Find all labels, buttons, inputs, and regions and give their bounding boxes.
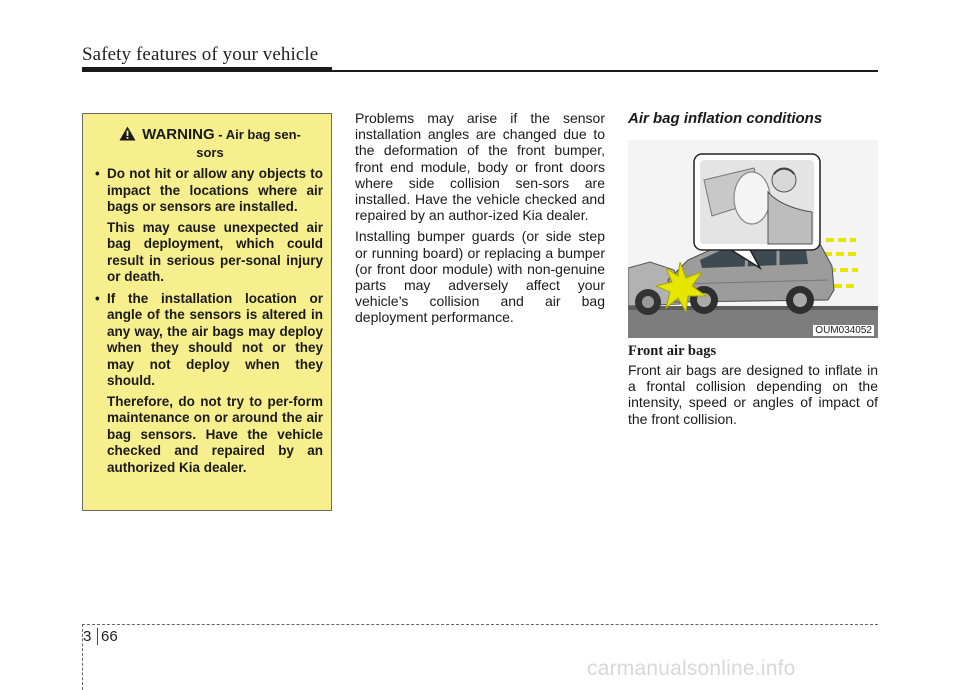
collision-illustration-svg bbox=[628, 140, 878, 338]
bullet-marker: • bbox=[95, 166, 100, 181]
middle-paragraph-1: Problems may arise if the sensor installation angles are changed due to the deformation of the front bumper, front end module, body or front doors where side collision sen-sors are installed. Have the vehicle checked and repaired by an author-ized Kia dealer. bbox=[355, 110, 605, 224]
front-airbags-subheading: Front air bags bbox=[628, 343, 717, 359]
warning-item-1-para-1: Do not hit or allow any objects to impact the locations where air bags or sensors are installed. bbox=[107, 166, 323, 214]
middle-paragraph-2: Installing bumper guards (or side step or running board) or replacing a bumper (or front door module) with non-genuine parts may adversely affect your vehicle’s collision and air bag deployment performance. bbox=[355, 228, 605, 326]
warning-triangle-icon bbox=[119, 126, 136, 145]
warning-box bbox=[82, 113, 332, 511]
warning-item-2 bbox=[97, 291, 323, 477]
right-column bbox=[628, 110, 878, 128]
image-code-label: OUM034052 bbox=[815, 325, 872, 336]
watermark: carmanualsonline.info bbox=[587, 657, 796, 680]
section-heading: Air bag inflation conditions bbox=[628, 110, 823, 127]
footer-separator bbox=[97, 628, 98, 645]
footer-dashed-rule bbox=[82, 624, 878, 625]
warning-item-2-para-1: If the installation location or angle of the sensors is altered in any way, the air bags may deploy when they should not or they may not deploy when they should. bbox=[107, 290, 323, 388]
collision-illustration bbox=[628, 140, 878, 338]
footer-chapter-number: 3 bbox=[83, 628, 92, 645]
header-rule-thin bbox=[332, 70, 878, 72]
warning-item-1 bbox=[97, 166, 323, 286]
warning-heading bbox=[97, 126, 323, 161]
warning-word: WARNING bbox=[142, 126, 215, 143]
header-rule-thick bbox=[82, 67, 332, 72]
warning-item-2-para-2: Therefore, do not try to per-form maintenance on or around the air bag sensors. Have the vehicle checked and repaired by an authorized Kia dealer. bbox=[107, 393, 323, 475]
bullet-marker: • bbox=[95, 290, 100, 306]
warning-list bbox=[97, 166, 323, 476]
middle-column bbox=[355, 110, 605, 331]
warning-item-1-para-2: This may cause unexpected air bag deployment, which could result in serious per-sonal injury or death. bbox=[107, 219, 323, 284]
page-header-title: Safety features of your vehicle bbox=[82, 44, 319, 65]
footer-page-number: 66 bbox=[101, 628, 118, 645]
front-airbags-paragraph: Front air bags are designed to inflate in a frontal collision depending on the intensity, speed or angles of impact of the front collision. bbox=[628, 362, 878, 427]
warning-subtitle: - Air bag sen- sors bbox=[196, 127, 301, 160]
